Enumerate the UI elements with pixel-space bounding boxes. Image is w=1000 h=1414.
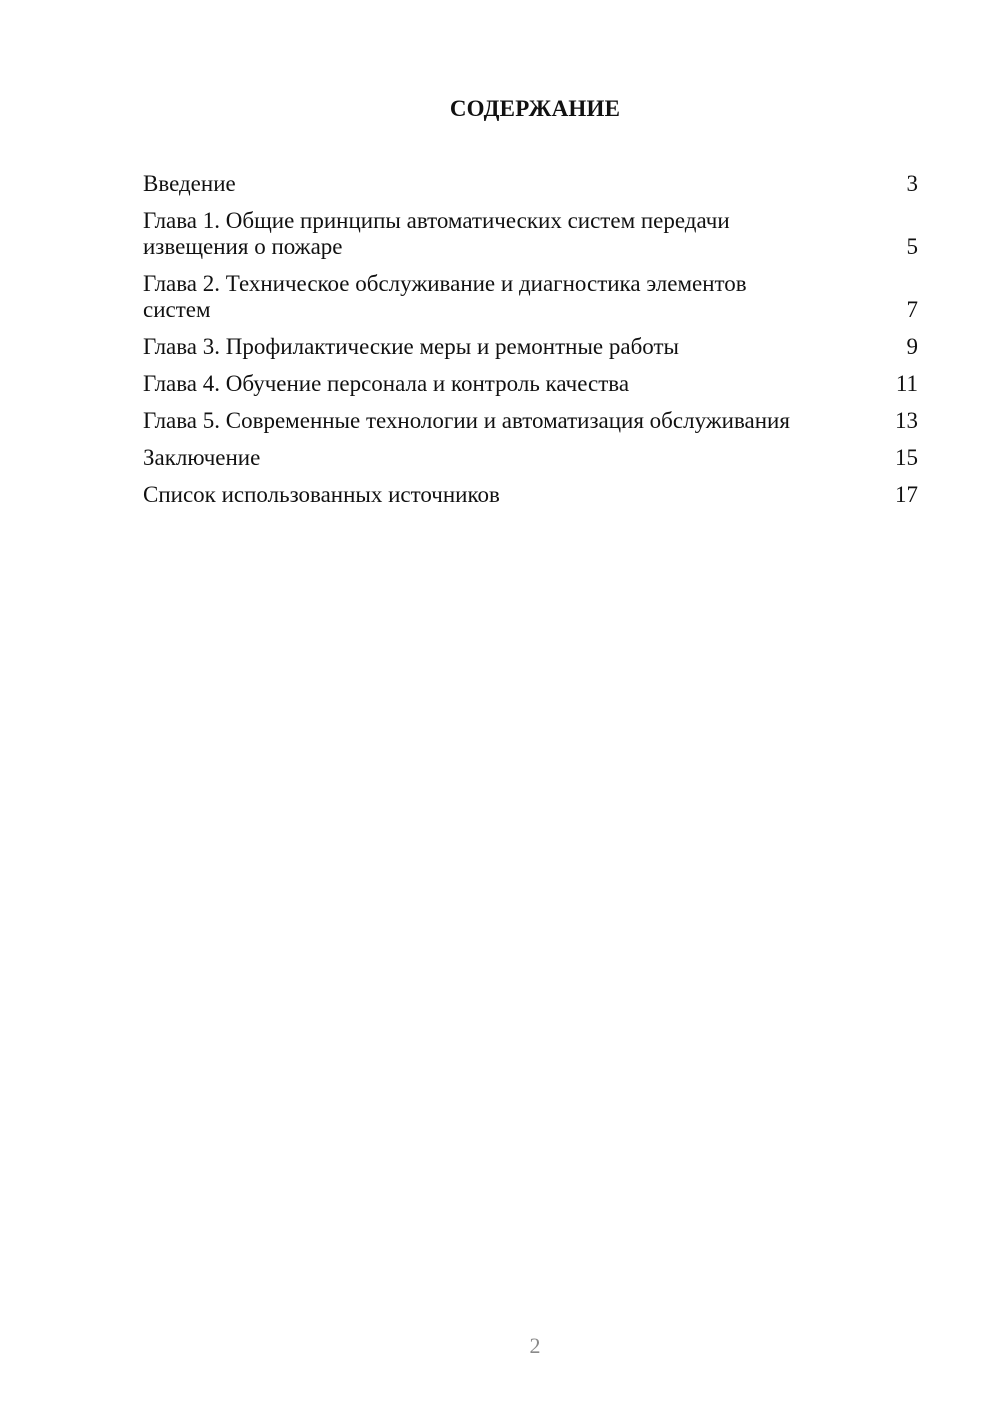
toc-entry-page: 9 <box>906 334 918 359</box>
toc-entry-page: 11 <box>895 371 918 396</box>
toc-entry-chapter-2 <box>143 271 918 323</box>
toc-entry-text: Глава 5. Современные технологии и автоматизация обслуживания <box>143 408 790 433</box>
toc-entry-text: Введение <box>143 171 236 196</box>
toc-entry-text: Глава 1. Общие принципы автоматических систем передачи извещения о пожаре <box>143 208 730 259</box>
table-of-contents <box>143 171 918 519</box>
toc-entry-page: 13 <box>895 408 918 433</box>
toc-entry-page: 15 <box>895 445 918 470</box>
toc-entry-text: Глава 3. Профилактические меры и ремонтные работы <box>143 334 679 359</box>
toc-entry-text: Глава 4. Обучение персонала и контроль качества <box>143 371 630 396</box>
toc-entry-page: 17 <box>895 482 918 507</box>
toc-entry-page: 5 <box>906 234 918 259</box>
toc-entry-page: 7 <box>906 297 918 322</box>
toc-entry-chapter-3 <box>143 334 918 360</box>
toc-entry-conclusion <box>143 445 918 471</box>
page-number: 2 <box>529 1333 541 1358</box>
toc-entry-chapter-5 <box>143 408 918 434</box>
toc-entry-page: 3 <box>906 171 918 196</box>
toc-entry-references <box>143 482 918 508</box>
toc-entry-text: Заключение <box>143 445 261 470</box>
toc-entry-introduction <box>143 171 918 197</box>
toc-entry-text: Глава 2. Техническое обслуживание и диагностика элементов систем <box>143 271 747 322</box>
toc-entry-chapter-4 <box>143 371 918 397</box>
toc-entry-chapter-1 <box>143 208 918 260</box>
page-title: СОДЕРЖАНИЕ <box>449 96 621 121</box>
toc-entry-text: Список использованных источников <box>143 482 500 507</box>
